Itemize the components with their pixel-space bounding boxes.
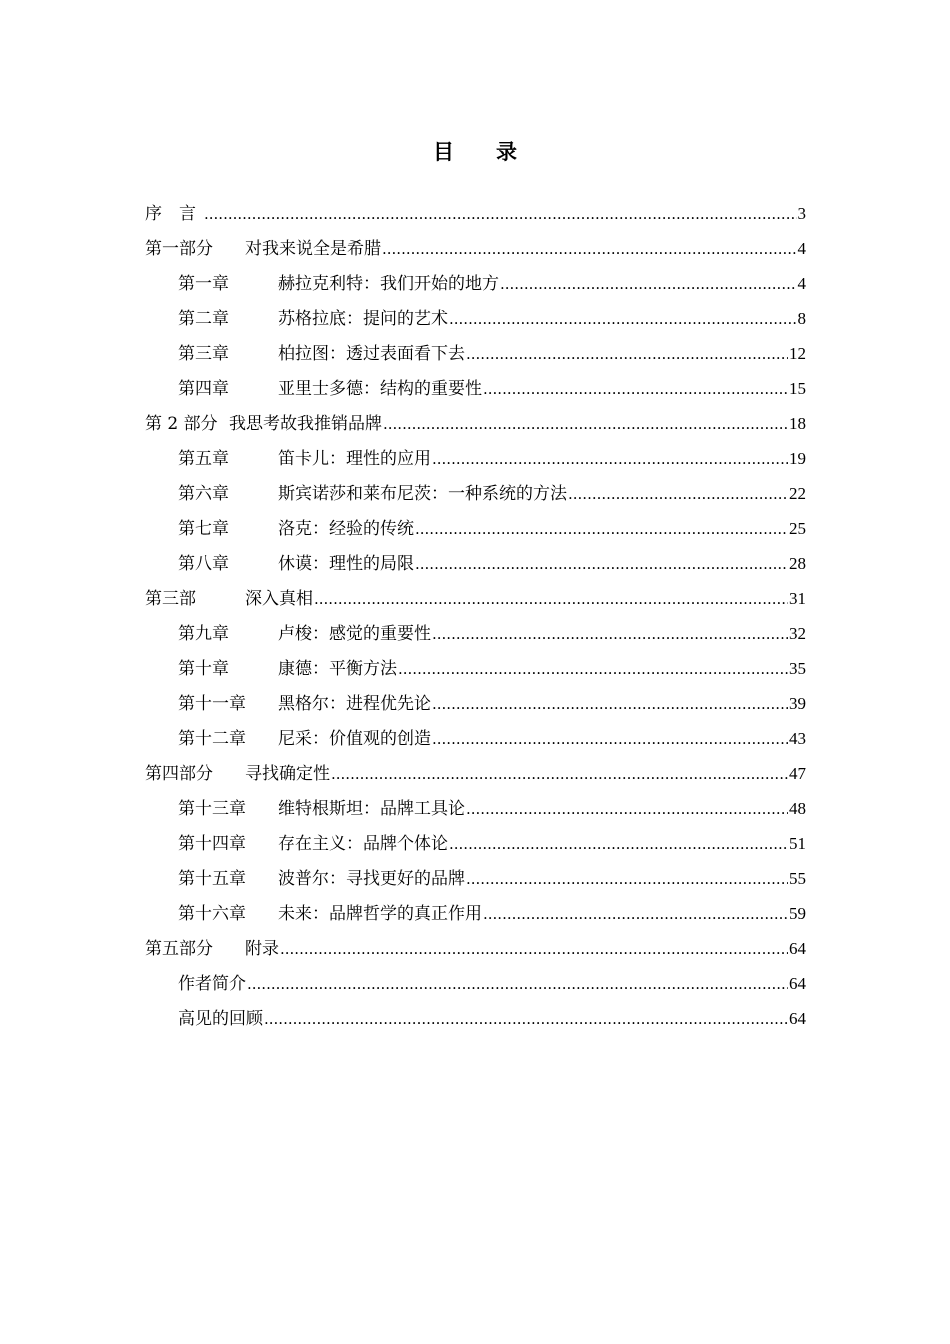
dot-leader: [432, 722, 788, 756]
dot-leader: [483, 897, 788, 931]
dot-leader: [398, 652, 788, 686]
toc-entry-preface[interactable]: [145, 196, 806, 231]
toc-entry-label: 第五章: [178, 449, 229, 469]
toc-entry-page: 4: [797, 239, 806, 258]
toc-entry-title: 亚里士多德：结构的重要性: [278, 379, 482, 399]
toc-entry-title: 未来：品牌哲学的真正作用: [278, 904, 482, 924]
dot-leader: [314, 582, 788, 616]
toc-entry-page: 32: [789, 624, 806, 643]
table-of-contents: [145, 196, 806, 1036]
toc-entry-chapter-9[interactable]: [145, 616, 806, 651]
toc-entry-page: 19: [789, 449, 806, 468]
toc-entry-chapter-14[interactable]: [145, 826, 806, 861]
toc-entry-chapter-12[interactable]: [145, 721, 806, 756]
toc-entry-label: 第十五章: [178, 869, 246, 889]
toc-entry-title: 洛克：经验的传统: [278, 519, 414, 539]
toc-entry-page: 28: [789, 554, 806, 573]
toc-entry-title: 卢梭：感觉的重要性: [278, 624, 431, 644]
toc-entry-page: 51: [789, 834, 806, 853]
toc-entry-title: 波普尔：寻找更好的品牌: [278, 869, 465, 889]
toc-entry-label: 第五部分: [145, 939, 213, 959]
toc-entry-title: 赫拉克利特：我们开始的地方: [278, 274, 499, 294]
toc-entry-chapter-2[interactable]: [145, 301, 806, 336]
toc-entry-title: 康德：平衡方法: [278, 659, 397, 679]
toc-entry-title: 黑格尔：进程优先论: [278, 694, 431, 714]
toc-entry-chapter-6[interactable]: [145, 476, 806, 511]
toc-entry-label: 第十二章: [178, 729, 246, 749]
toc-entry-part-2[interactable]: [145, 406, 806, 441]
toc-entry-title: 存在主义：品牌个体论: [278, 834, 448, 854]
toc-entry-title: 休谟：理性的局限: [278, 554, 414, 574]
toc-entry-page: 59: [789, 904, 806, 923]
toc-entry-part-1[interactable]: [145, 231, 806, 266]
dot-leader: [264, 1002, 788, 1036]
toc-entry-page: 47: [789, 764, 806, 783]
toc-entry-chapter-7[interactable]: [145, 511, 806, 546]
toc-entry-label: 序 言: [145, 204, 196, 224]
toc-entry-title: 笛卡儿：理性的应用: [278, 449, 431, 469]
toc-entry-label: 第七章: [178, 519, 229, 539]
toc-entry-review[interactable]: [145, 1001, 806, 1036]
toc-entry-chapter-5[interactable]: [145, 441, 806, 476]
toc-entry-page: 12: [789, 344, 806, 363]
toc-entry-label: 第十六章: [178, 904, 246, 924]
toc-entry-title: 作者简介: [178, 974, 246, 994]
toc-entry-page: 55: [789, 869, 806, 888]
toc-entry-title: 斯宾诺莎和莱布尼茨：一种系统的方法: [278, 484, 567, 504]
toc-entry-page: 64: [789, 1009, 806, 1028]
toc-entry-title: 我思考故我推销品牌: [229, 414, 382, 434]
toc-entry-part-3[interactable]: [145, 581, 806, 616]
dot-leader: [568, 477, 788, 511]
toc-entry-chapter-3[interactable]: [145, 336, 806, 371]
toc-entry-chapter-16[interactable]: [145, 896, 806, 931]
toc-entry-page: 4: [797, 274, 806, 293]
toc-entry-chapter-13[interactable]: [145, 791, 806, 826]
dot-leader: [466, 337, 788, 371]
toc-entry-label: 第八章: [178, 554, 229, 574]
toc-entry-page: 22: [789, 484, 806, 503]
dot-leader: [383, 407, 788, 441]
dot-leader: [432, 442, 788, 476]
toc-entry-label: 第三部: [145, 589, 196, 609]
toc-entry-page: 31: [789, 589, 806, 608]
toc-entry-page: 18: [789, 414, 806, 433]
toc-entry-page: 3: [797, 204, 806, 223]
dot-leader: [415, 512, 788, 546]
toc-entry-chapter-15[interactable]: [145, 861, 806, 896]
toc-entry-title: 深入真相: [245, 589, 313, 609]
toc-title: [0, 136, 950, 166]
dot-leader: [449, 827, 788, 861]
toc-entry-label: 第六章: [178, 484, 229, 504]
dot-leader: [280, 932, 788, 966]
toc-entry-chapter-11[interactable]: [145, 686, 806, 721]
dot-leader: [415, 547, 788, 581]
dot-leader: [204, 197, 797, 231]
toc-entry-label: 第九章: [178, 624, 229, 644]
toc-entry-page: 35: [789, 659, 806, 678]
toc-entry-page: 15: [789, 379, 806, 398]
toc-entry-title: 对我来说全是希腊: [245, 239, 381, 259]
toc-entry-page: 64: [789, 939, 806, 958]
toc-entry-page: 8: [797, 309, 806, 328]
toc-entry-label: 第 2 部分: [145, 414, 218, 434]
toc-entry-part-5[interactable]: [145, 931, 806, 966]
toc-entry-part-4[interactable]: [145, 756, 806, 791]
toc-title-left: 目: [433, 139, 454, 164]
toc-entry-page: 39: [789, 694, 806, 713]
toc-entry-label: 第四部分: [145, 764, 213, 784]
toc-entry-label: 第三章: [178, 344, 229, 364]
dot-leader: [500, 267, 797, 301]
toc-entry-page: 64: [789, 974, 806, 993]
toc-entry-author-bio[interactable]: [145, 966, 806, 1001]
toc-entry-chapter-8[interactable]: [145, 546, 806, 581]
toc-entry-title: 尼采：价值观的创造: [278, 729, 431, 749]
toc-entry-chapter-10[interactable]: [145, 651, 806, 686]
toc-entry-label: 第十一章: [178, 694, 246, 714]
toc-entry-label: 第十三章: [178, 799, 246, 819]
toc-entry-title: 苏格拉底：提问的艺术: [278, 309, 448, 329]
toc-entry-page: 48: [789, 799, 806, 818]
toc-entry-label: 第四章: [178, 379, 229, 399]
toc-entry-title: 维特根斯坦：品牌工具论: [278, 799, 465, 819]
toc-entry-label: 第一部分: [145, 239, 213, 259]
toc-entry-label: 第十章: [178, 659, 229, 679]
toc-entry-title: 附录: [245, 939, 279, 959]
dot-leader: [382, 232, 797, 266]
toc-entry-title: 柏拉图：透过表面看下去: [278, 344, 465, 364]
dot-leader: [247, 967, 788, 1001]
dot-leader: [432, 687, 788, 721]
toc-entry-label: 第十四章: [178, 834, 246, 854]
toc-entry-title: 寻找确定性: [245, 764, 330, 784]
dot-leader: [483, 372, 788, 406]
toc-title-right: 录: [496, 139, 517, 164]
dot-leader: [432, 617, 788, 651]
toc-entry-page: 25: [789, 519, 806, 538]
dot-leader: [449, 302, 797, 336]
toc-entry-label: 第二章: [178, 309, 229, 329]
toc-entry-label: 第一章: [178, 274, 229, 294]
dot-leader: [466, 862, 788, 896]
toc-entry-title: 高见的回顾: [178, 1009, 263, 1029]
toc-entry-page: 43: [789, 729, 806, 748]
dot-leader: [331, 757, 788, 791]
toc-entry-chapter-4[interactable]: [145, 371, 806, 406]
dot-leader: [466, 792, 788, 826]
toc-entry-chapter-1[interactable]: [145, 266, 806, 301]
